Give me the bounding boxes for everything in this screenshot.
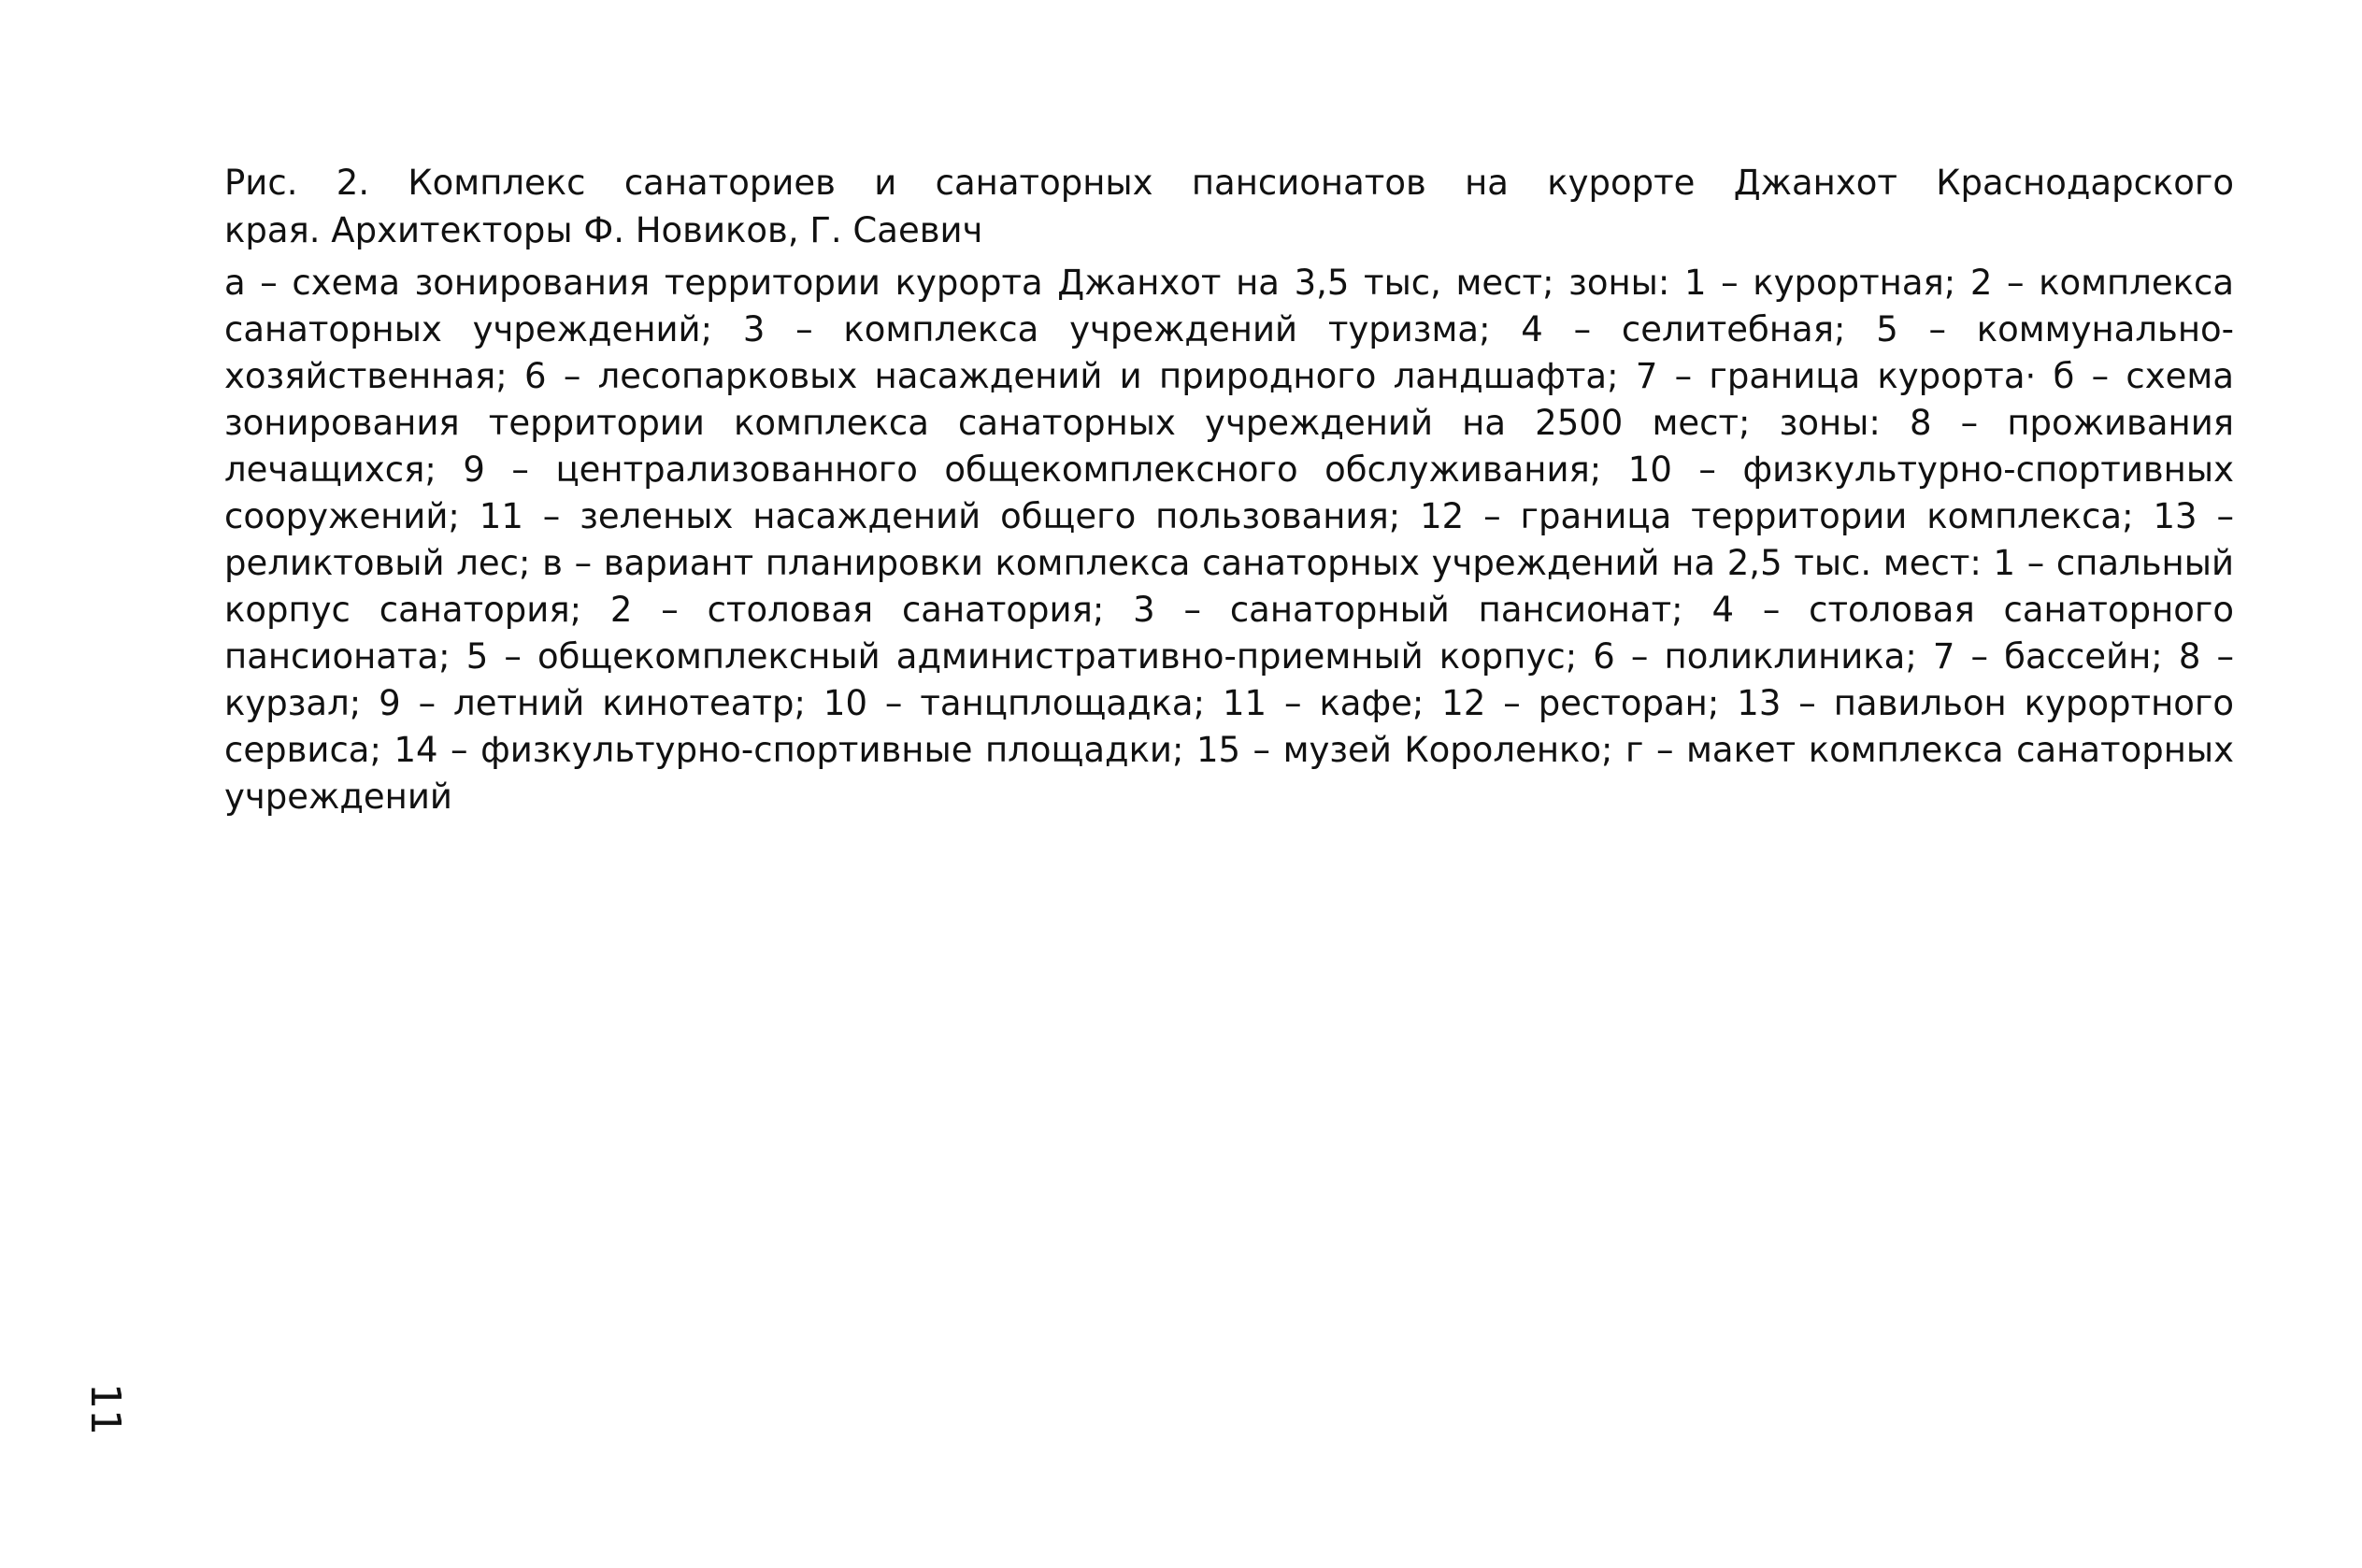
figure-caption bbox=[224, 159, 2234, 820]
page-number: 11 bbox=[81, 1383, 129, 1435]
figure-title-line-1: Рис. 2. Комплекс санаториев и санаторных пансионатов на курорте Джанхот Краснодарского bbox=[224, 163, 2234, 203]
figure-title-line-2: края. Архитекторы Ф. Новиков, Г. Саевич bbox=[224, 210, 983, 250]
figure-title bbox=[224, 159, 2234, 254]
figure-legend: а – схема зонирования территории курорта Джанхот на 3,5 тыс, мест; зоны: 1 – курортная; 2 – комплекса санаторных учреждений; 3 – комплекса учреждений туризма; 4 – селитебная; 5 – коммунально-хозяйственная; 6 – лесопарковых насаждений и природного ландшафта; 7 – граница курорта· б – схема зонирования территории комплекса санаторных учреждений на 2500 мест; зоны: 8 – проживания лечащихся; 9 – централизованного общекомплексного обслуживания; 10 – физкультурно-спортивных сооружений; 11 – зеленых насаждений общего пользования; 12 – граница территории комплекса; 13 – реликтовый лес; в – вариант планировки комплекса санаторных учреждений на 2,5 тыс. мест: 1 – спальный корпус санатория; 2 – столовая санатория; 3 – санаторный пансионат; 4 – столовая санаторного пансионата; 5 – общекомплексный административно-приемный корпус; 6 – поликлиника; 7 – бассейн; 8 – курзал; 9 – летний кинотеатр; 10 – танцплощадка; 11 – кафе; 12 – ресторан; 13 – павильон курортного сервиса; 14 – физкультурно-спортивные площадки; 15 – музей Короленко; г – макет комплекса санаторных учреждений bbox=[224, 263, 2234, 817]
